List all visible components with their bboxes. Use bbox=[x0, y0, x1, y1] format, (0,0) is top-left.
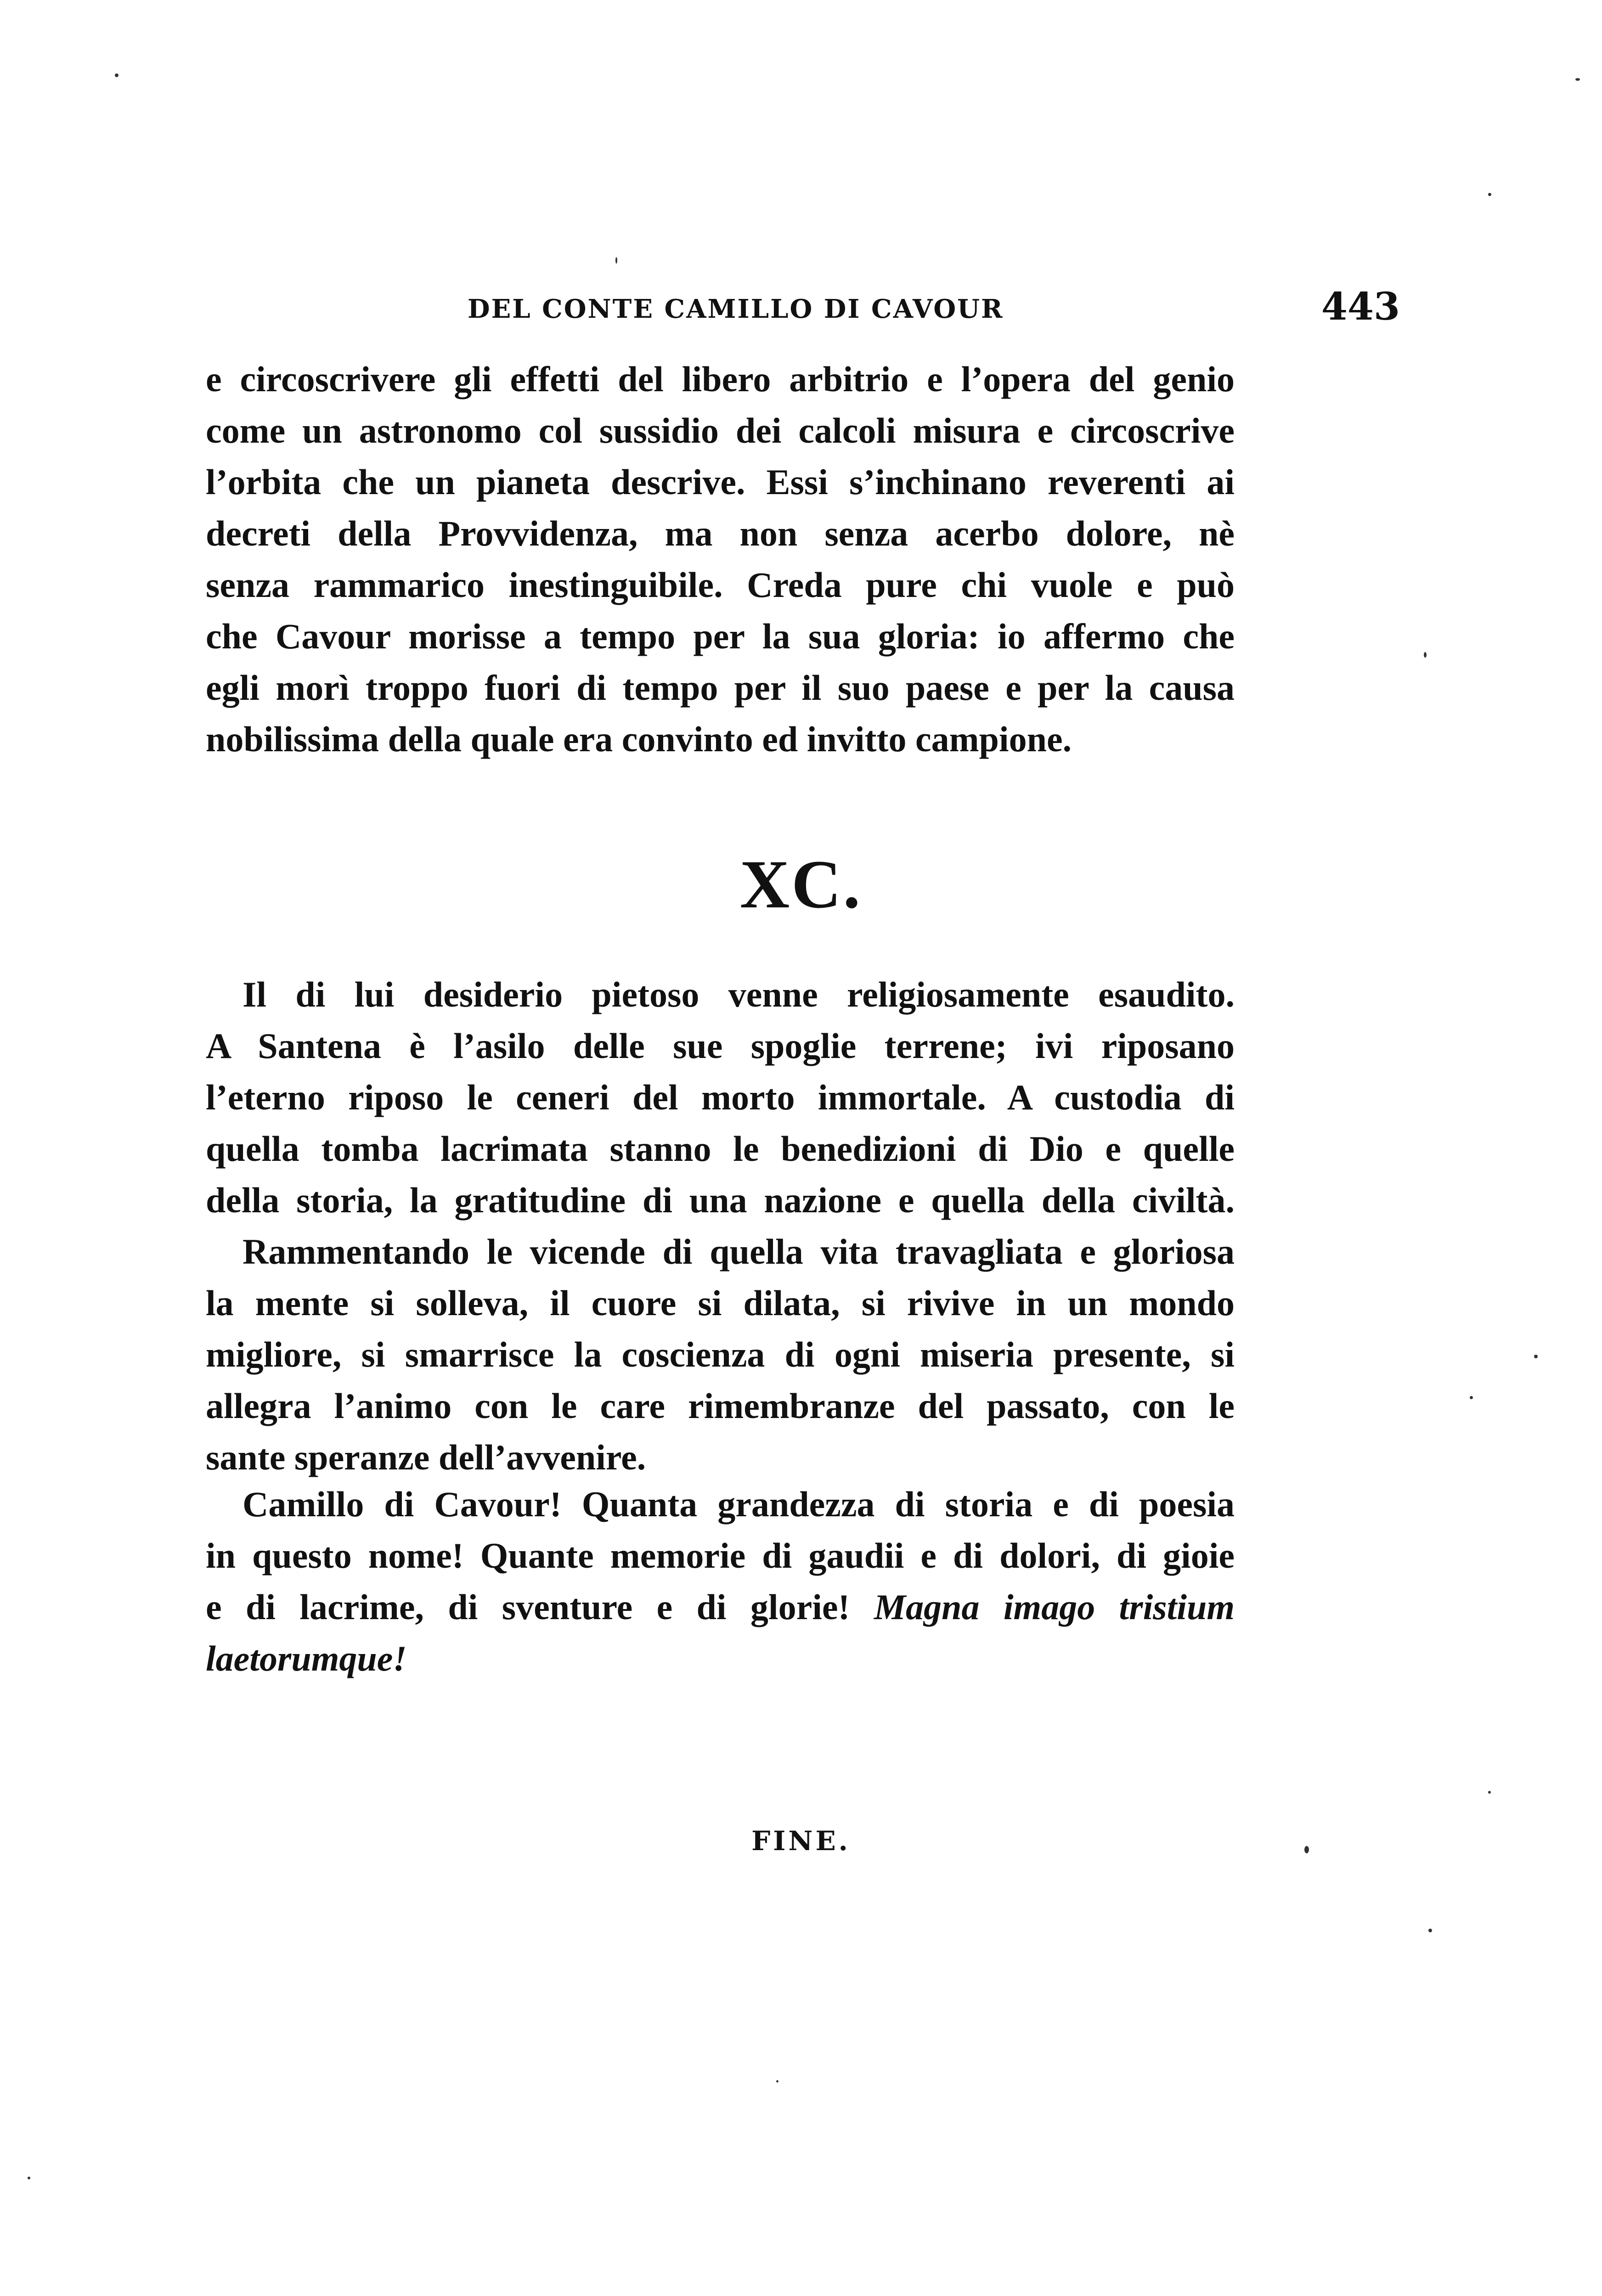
paragraph-3 bbox=[206, 1226, 1235, 1483]
paragraph-2 bbox=[206, 969, 1235, 1226]
ink-blot-mark bbox=[1387, 2287, 1525, 2296]
text-line: migliore, si smarrisce la coscienza di ogni miseria presente, si bbox=[206, 1334, 1235, 1374]
end-mark: FINE. bbox=[751, 1825, 851, 1857]
text-line: della storia, la gratitudine di una nazione e quella della civiltà. bbox=[206, 1180, 1235, 1220]
text-line: come un astronomo col sussidio dei calcoli misura e circoscrive bbox=[206, 411, 1235, 450]
text-line: che Cavour morisse a tempo per la sua gloria: io affermo che bbox=[206, 616, 1235, 656]
scan-speck bbox=[1428, 1929, 1432, 1932]
text-line: l’orbita che un pianeta descrive. Essi s’inchinano reverenti ai bbox=[206, 462, 1235, 502]
scan-speck bbox=[1424, 652, 1427, 658]
text-segment: e di lacrime, di sventure e di glorie! bbox=[206, 1587, 874, 1627]
text-line: senza rammarico inestinguibile. Creda pure chi vuole e può bbox=[206, 565, 1235, 605]
text-line: decreti della Provvidenza, ma non senza acerbo dolore, nè bbox=[206, 513, 1235, 553]
scan-speck bbox=[1488, 1791, 1491, 1794]
text-line: Rammentando le vicende di quella vita travagliata e gloriosa bbox=[243, 1232, 1235, 1272]
paragraph-4 bbox=[206, 1479, 1235, 1684]
scan-speck bbox=[115, 73, 118, 77]
text-line: allegra l’animo con le care rimembranze del passato, con le bbox=[206, 1386, 1235, 1426]
text-line: A Santena è l’asilo delle sue spoglie terrene; ivi riposano bbox=[206, 1026, 1235, 1066]
text-line: Il di lui desiderio pietoso venne religiosamente esaudito. bbox=[243, 974, 1235, 1014]
running-head: DEL CONTE CAMILLO DI CAVOUR bbox=[468, 294, 1004, 324]
text-line bbox=[206, 1581, 1235, 1633]
text-line: Camillo di Cavour! Quanta grandezza di storia e di poesia bbox=[243, 1484, 1235, 1524]
scan-speck bbox=[1534, 1355, 1538, 1358]
section-heading: XC. bbox=[739, 846, 863, 923]
latin-quote: Magna imago tristium bbox=[874, 1587, 1235, 1627]
scan-speck bbox=[615, 257, 617, 264]
text-line: in questo nome! Quante memorie di gaudii e di dolori, di gioie bbox=[206, 1536, 1235, 1576]
text-line: l’eterno riposo le ceneri del morto immortale. A custodia di bbox=[206, 1077, 1235, 1117]
text-line: la mente si solleva, il cuore si dilata, si rivive in un mondo bbox=[206, 1283, 1235, 1323]
scan-speck bbox=[1470, 1396, 1473, 1399]
page-header bbox=[206, 285, 1414, 335]
text-line: nobilissima della quale era convinto ed invitto campione. bbox=[206, 719, 1072, 759]
page-number: 443 bbox=[1321, 285, 1400, 329]
scan-speck bbox=[1488, 193, 1491, 196]
paragraph-1 bbox=[206, 354, 1235, 765]
text-line: egli morì troppo fuori di tempo per il suo paese e per la causa bbox=[206, 668, 1235, 708]
latin-quote-end: laetorumque! bbox=[206, 1638, 407, 1678]
text-line: sante speranze dell’avvenire. bbox=[206, 1437, 646, 1477]
text-line: e circoscrivere gli effetti del libero arbitrio e l’opera del genio bbox=[206, 359, 1235, 399]
scan-speck bbox=[776, 2080, 778, 2082]
scan-speck bbox=[28, 2177, 30, 2179]
scan-speck bbox=[1304, 1846, 1309, 1853]
text-line: quella tomba lacrimata stanno le benedizioni di Dio e quelle bbox=[206, 1129, 1235, 1169]
scan-speck bbox=[1575, 78, 1580, 81]
